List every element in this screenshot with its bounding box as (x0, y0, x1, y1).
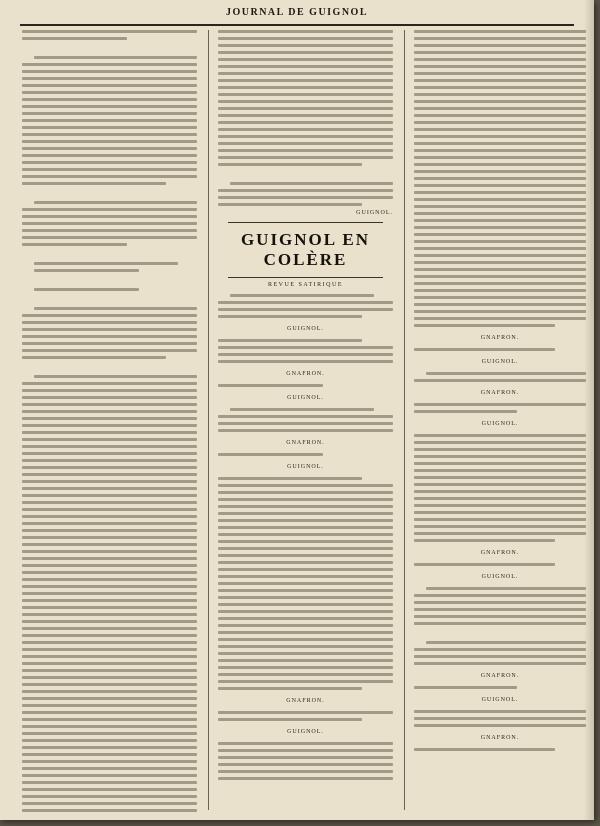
column-divider (208, 30, 209, 810)
speaker-label (414, 673, 586, 679)
article-subtitle: REVUE SATIRIQUE (268, 282, 343, 288)
speaker-label (414, 390, 586, 396)
speaker-label (414, 735, 586, 741)
column-divider (404, 30, 405, 810)
article-header (218, 222, 393, 278)
speaker-label (414, 421, 586, 427)
speaker-label (414, 335, 586, 341)
body-text-block (22, 30, 197, 814)
article-title: GUIGNOL EN COLÈRE (240, 230, 371, 269)
dialogue-block (414, 30, 586, 751)
speaker-label (414, 550, 586, 556)
speaker-label (218, 371, 393, 377)
speaker-label (218, 698, 393, 704)
speaker-label (218, 464, 393, 470)
speaker-label (414, 574, 586, 580)
speaker-label (218, 395, 393, 401)
text-column-left (22, 30, 197, 814)
speaker-label (414, 697, 586, 703)
page-edge-shadow (584, 0, 594, 820)
text-column-center (218, 30, 393, 814)
dialogue-block (218, 294, 393, 780)
speaker-label (218, 729, 393, 735)
speaker-label (414, 359, 586, 365)
text-column-right (414, 30, 586, 814)
article-signature: GUIGNOL. (356, 210, 393, 216)
masthead-title: JOURNAL DE GUIGNOL (20, 2, 574, 26)
speaker-label (218, 440, 393, 446)
speaker-label (218, 326, 393, 332)
body-text-block (218, 30, 393, 206)
